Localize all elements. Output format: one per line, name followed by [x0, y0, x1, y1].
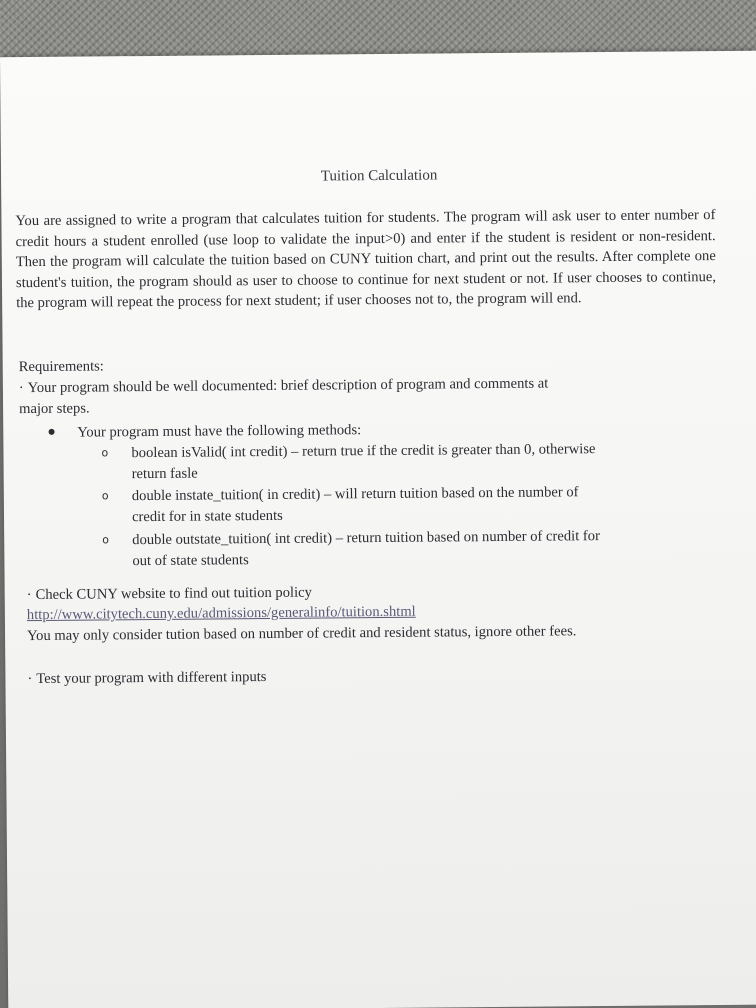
method-line: double outstate_tuition( int credit) – return tuition based on number of credit for — [132, 528, 600, 549]
test-line — [27, 663, 707, 689]
method-line: double instate_tuition( in credit) – will return tuition based on the number of — [131, 484, 579, 505]
circle-bullet-icon: o — [101, 446, 109, 460]
circle-bullet-icon: o — [101, 489, 109, 503]
intro-paragraph: You are assigned to write a program that calculates tuition for students. The program will ask user to enter number of credit hours a student enrolled (use loop to validate the input>0) and enter if the student is resident or non-resident. Then the program will calculate the tuition based on CUNY tuition chart, and print out the results. After complete one student's tuition, the program should as user to choose to continue for next student or not. If user chooses to continue, the program will repeat the process for next student; if user chooses not to, the program will end. — [15, 207, 717, 312]
test-line-text: Test your program with different inputs — [36, 668, 267, 688]
method-item-outstate — [102, 525, 722, 571]
paper-sheet — [0, 51, 756, 1008]
requirement-documented-cont: major steps. — [19, 400, 90, 418]
method-line: credit for in state students — [131, 507, 283, 525]
method-line: boolean isValid( int credit) – return true if the credit is greater than 0, otherwise — [131, 441, 596, 462]
method-line: return fasle — [131, 465, 198, 482]
check-website-text: Check CUNY website to find out tuition policy — [35, 584, 312, 604]
method-line: out of state students — [132, 551, 249, 569]
document-title: Tuition Calculation — [320, 167, 438, 185]
bullet-icon: · — [26, 587, 32, 604]
methods-heading: Your program must have the following methods: — [77, 422, 362, 441]
requirement-documented-line1: Your program should be well documented: brief description of program and comments at — [27, 375, 549, 397]
circle-bullet-icon: o — [102, 533, 110, 547]
requirements-heading: Requirements: — [18, 358, 104, 376]
document-body — [0, 51, 756, 1008]
bullet-icon: · — [27, 671, 33, 688]
method-item-instate — [101, 481, 722, 527]
bullet-icon: · — [18, 380, 24, 397]
tuition-link[interactable]: http://www.citytech.cuny.edu/admissions/generalinfo/tuition.shtml — [26, 603, 416, 624]
filled-bullet-icon: ● — [47, 424, 56, 440]
method-item-isvalid — [101, 438, 721, 484]
consider-line: You may only consider tution based on number of credit and resident status, ignore other fees. — [26, 623, 577, 645]
